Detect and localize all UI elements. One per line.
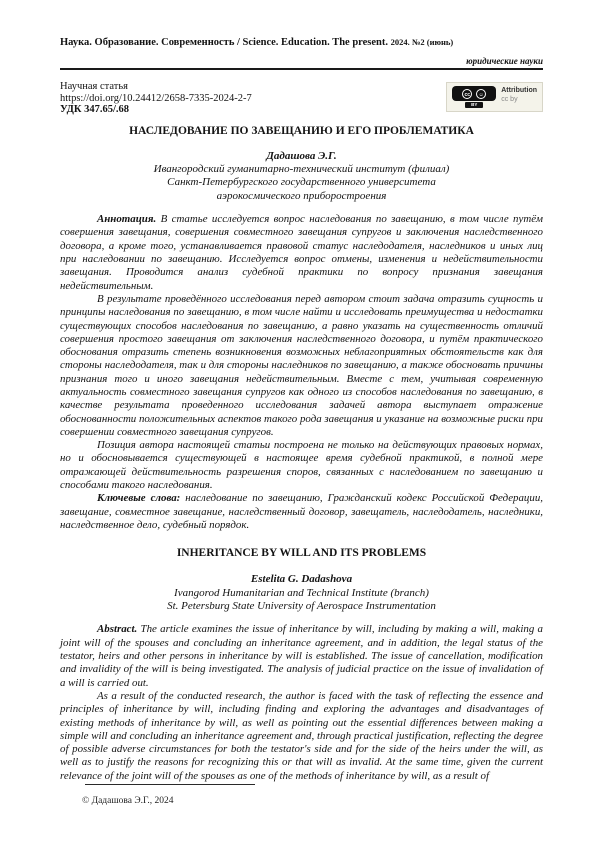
- cc-attribution-label: Attribution: [501, 87, 537, 94]
- keywords-ru: [60, 492, 543, 532]
- article-meta: [60, 81, 543, 116]
- cc-badge-black-plate: [452, 86, 496, 101]
- author-name-ru: Дадашова Э.Г.: [266, 149, 337, 162]
- abstract-en-paragraph: [60, 623, 543, 689]
- keywords-ru-label: Ключевые слова:: [97, 492, 181, 505]
- author-block-en: [60, 573, 543, 613]
- affiliation-ru-line-1: Ивангородский гуманитарно-технический институт (филиал): [153, 162, 450, 175]
- running-head: [60, 36, 543, 49]
- abstract-ru-paragraph: [60, 213, 543, 293]
- article-title-ru: НАСЛЕДОВАНИЕ ПО ЗАВЕЩАНИЮ И ЕГО ПРОБЛЕМАТИКА: [129, 124, 474, 137]
- article-type: Научная статья: [60, 81, 128, 92]
- footnote-divider: [85, 784, 255, 785]
- affiliation-ru-line-3: аэрокосмического приборостроения: [216, 189, 387, 202]
- abstract-en-paragraph: As a result of the conducted research, the author is faced with the task of reflecting the essence and principles of inheritance by will, including finding and exploring the advantages and disadvantages of existing methods of inheritance by will, as well as pointing out the essential differences between making a simple will and concluding an inheritance agreement and, through practical justification, reflecting the degree of possible adverse circumstances for both the testator's side and for the side of the heirs under the will, as well as to justify the reasons for recognizing this or that will as invalid. At the same time, given the current relevance of the joint will of the spouses as one of the methods of inheritance by will, as a result of: [60, 689, 543, 782]
- article-title-en: INHERITANCE BY WILL AND ITS PROBLEMS: [176, 547, 427, 560]
- udc-code: УДК 347.65/.68: [60, 104, 130, 115]
- keywords-ru-text: наследование по завещанию, Гражданский кодекс Российской Федерации, завещание, совместное завещание, наследственный договор, завещатель, наследодатель, наследники, наследственное дело, судебный порядок.: [60, 492, 543, 531]
- doi-link[interactable]: https://doi.org/10.24412/2658-7335-2024-2-7: [60, 92, 252, 104]
- abstract-ru-label: Аннотация.: [97, 213, 157, 226]
- cc-by-tab: BY: [465, 102, 483, 108]
- cc-license-badge[interactable]: [446, 82, 543, 112]
- journal-title: Наука. Образование. Современность / Science. Education. The present.: [60, 37, 389, 48]
- abstract-ru: [60, 213, 543, 532]
- author-name-en: Estelita G. Dadashova: [250, 573, 353, 586]
- abstract-en-label: Abstract.: [97, 623, 138, 636]
- copyright-notice: © Дадашова Э.Г., 2024: [82, 796, 174, 806]
- abstract-en-text-1: The article examines the issue of inheritance by will, including by making a will, making a joint will of the spouses and concluding an inheritance agreement, and in addition, the legal status of the testator, heirs and other persons in inheritance by will is established. The issue of cancellation, modification and invalidity of the will is being investigated. The analysis of judicial practice on the issue of invalidation of a will is carried out.: [60, 623, 543, 689]
- cc-by-label: cc by: [501, 96, 518, 103]
- author-block-ru: [60, 150, 543, 204]
- cc-badge-graphic: [452, 86, 496, 108]
- abstract-en: [60, 623, 543, 783]
- abstract-ru-paragraph: Позиция автора настоящей статьи построена не только на действующих правовых нормах, но и обосновывается существующей в настоящее время судебной практикой, в полной мере отражающей действительность разрешения споров, связанных с наследованием по завещанию и способами такого наследования.: [60, 439, 543, 492]
- abstract-ru-text-1: В статье исследуется вопрос наследования по завещанию, в том числе путём совершения завещания, совершения совместного завещания супругов и заключения наследственного договора, а кроме того, устанавливается правовой статус наследодателя, наследников и иных лиц при наследовании по завещанию. Исследуется вопрос отмены, изменения и недействительности завещания. Проводится анализ судебной практики по вопросу признания завещания недействительным.: [60, 213, 543, 292]
- article-meta-left: [60, 81, 252, 116]
- affiliation-en-line-1: Ivangorod Humanitarian and Technical Institute (branch): [174, 586, 429, 599]
- affiliation-ru-line-2: Санкт-Петербургского государственного университета: [167, 176, 436, 189]
- abstract-ru-paragraph: В результате проведённого исследования перед автором стоит задача отразить сущность и принципы наследования по завещанию, в том числе найти и исследовать преимущества и недостатки существующих способов наследования по завещанию, а равно указать на существенность отличий совершения простого завещания от заключения наследственного договора, и путём практического обоснования отразить степень возникновения возможных неблагоприятных обстоятельств как для стороны наследодателя, так и для стороны наследников по завещанию, а также обосновать причины признания того и иного завещания недействительным. Вместе с тем, учитывая современную актуальность совместного завещания супругов как одного из способов наследования по завещанию, в качестве результата проведенного исследования задачей автора выступает отражение обоснованности положительных аспектов такого рода завещания и указание на возможные риски при совершении совместного завещания супругов.: [60, 292, 543, 438]
- cc-badge-texts: [501, 86, 537, 104]
- journal-issue: 2024. №2 (июнь): [390, 37, 454, 47]
- affiliation-en-line-2: St. Petersburg State University of Aerospace Instrumentation: [167, 600, 436, 613]
- cc-icon: cc: [462, 89, 472, 99]
- person-icon: ☺: [476, 89, 486, 99]
- section-label: юридические науки: [60, 56, 543, 70]
